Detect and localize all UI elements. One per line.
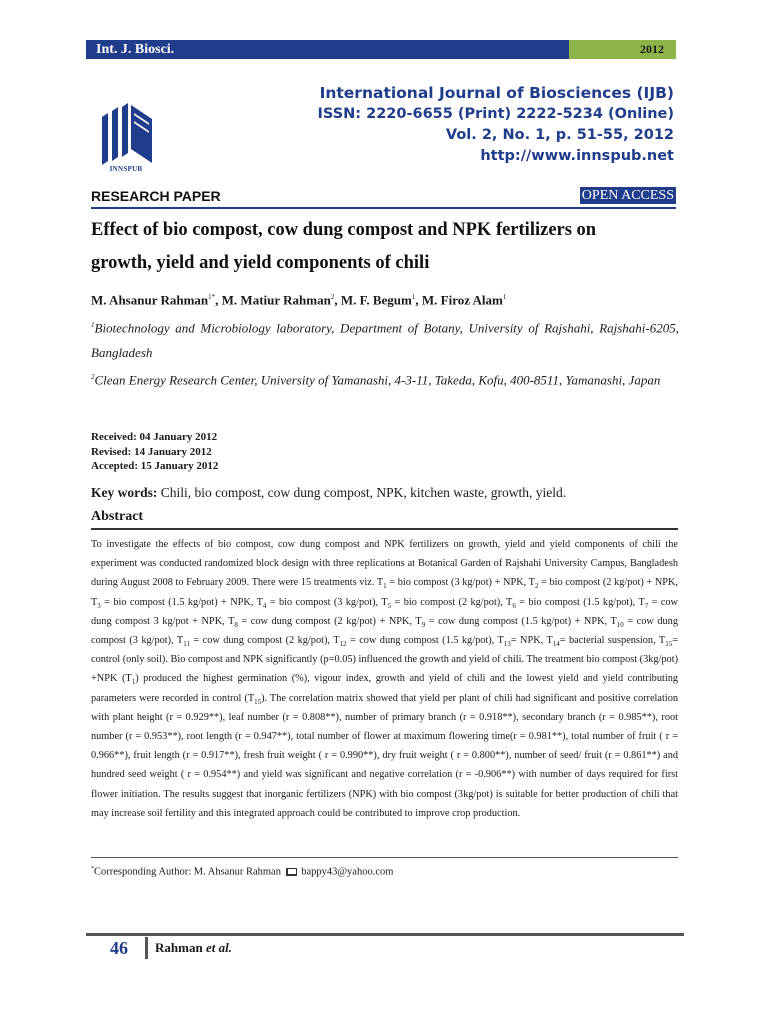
author-separator: , (334, 292, 341, 308)
affiliation-text: Biotechnology and Microbiology laboratory, Department of Botany, University of Rajshahi, Rajshahi-6205, Bangladesh (91, 320, 679, 361)
abstract-bottom-divider (91, 857, 678, 858)
abstract-text: = bio compost (2 kg/pot) + NPK, T (91, 577, 678, 608)
abstract-text: = bio compost (1.5 kg/pot), T (515, 596, 645, 608)
treatment-subscript: 1 (131, 678, 136, 687)
envelope-icon (286, 868, 297, 876)
treatment-subscript: 13 (503, 640, 511, 649)
journal-abbrev: Int. J. Biosci. (86, 40, 569, 59)
corresponding-mark: * (91, 866, 94, 872)
abstract-text: = cow dung compost (1.5 kg/pot) + NPK, T (425, 615, 617, 627)
treatment-subscript: 12 (339, 640, 347, 649)
abstract-text: = cow dung compost (1.5 kg/pot), T (346, 635, 504, 647)
running-header (86, 40, 676, 59)
author-separator: , (215, 292, 222, 308)
abstract-text: = bacterial suspension, T (559, 635, 666, 647)
treatment-subscript: 8 (234, 620, 238, 629)
affiliation-mark: 1 (91, 321, 95, 329)
abstract-text: = cow dung compost (2 kg/pot), T (189, 635, 340, 647)
treatment-subscript: 7 (644, 601, 649, 610)
affiliation-1 (91, 313, 679, 365)
treatment-subscript: 4 (262, 601, 267, 610)
author-affil-mark: 2 (330, 293, 335, 301)
corresponding-email[interactable]: bappy43@yahoo.com (301, 866, 394, 878)
abstract-text: = bio compost (1.5 kg/pot) + NPK, T (100, 596, 263, 608)
article-dates (91, 430, 218, 474)
abstract-text: = cow dung compost (2 kg/pot) + NPK, T (237, 615, 422, 627)
footer-author (155, 938, 232, 958)
author-list (91, 288, 506, 309)
article-type: RESEARCH PAPER (91, 188, 221, 204)
author-separator: , (415, 292, 422, 308)
received-date: Received: 04 January 2012 (91, 431, 218, 443)
author-name: M. F. Begum (340, 292, 412, 308)
abstract-text: = NPK, T (510, 635, 553, 647)
treatment-subscript: 2 (534, 582, 539, 591)
logo-book-spine-1 (102, 113, 108, 165)
paper-title-line-2: growth, yield and yield components of chili (91, 253, 430, 273)
treatment-subscript: 3 (97, 601, 101, 610)
keywords (91, 484, 566, 502)
affiliation-2 (91, 365, 679, 392)
treatment-subscript: 15 (254, 697, 262, 706)
paper-title-line-1: Effect of bio compost, cow dung compost and NPK fertilizers on (91, 220, 597, 240)
treatment-subscript: 11 (183, 640, 190, 649)
logo-book-spine-3 (122, 103, 128, 157)
logo-book-spine-2 (112, 107, 118, 161)
journal-issn: ISSN: 2220-6655 (Print) 2222-5234 (Online) (317, 106, 674, 122)
page-number: 46 (110, 938, 128, 958)
paper-title (91, 214, 681, 280)
journal-info (318, 82, 674, 167)
corresponding-label: Corresponding Author: M. Ahsanur Rahman (94, 866, 281, 878)
author-name: M. Firoz Alam (421, 292, 503, 308)
keywords-text: Chili, bio compost, cow dung compost, NPK, kitchen waste, growth, yield. (160, 485, 567, 500)
footer-author-name: Rahman (155, 940, 203, 955)
logo-caption: INNSPUB (109, 165, 143, 173)
keywords-label: Key words: (91, 485, 158, 500)
author-affil-mark: 1 (411, 293, 416, 301)
header-year: 2012 (569, 40, 676, 59)
journal-volume: Vol. 2, No. 1, p. 51-55, 2012 (445, 127, 674, 143)
abstract-text: = cow dung compost 3 kg/pot + NPK, T (91, 596, 678, 627)
footer-divider (86, 933, 684, 936)
treatment-subscript: 15 (665, 640, 673, 649)
footer-etal: et al. (205, 940, 232, 955)
abstract-text: To investigate the effects of bio compost, cow dung compost and NPK fertilizers on growth, yield and yield components of chili the experiment was conducted randomized block design with three replications at Botanical Garden of Rajshahi University Campus, Bangladesh during August 2008 to February 2009. There were 15 treatments viz. T (91, 539, 678, 589)
revised-date: Revised: 14 January 2012 (91, 445, 212, 458)
treatment-subscript: 6 (512, 601, 516, 610)
treatment-subscript: 10 (616, 620, 624, 629)
accepted-date: Accepted: 15 January 2012 (91, 460, 219, 472)
author-name: M. Ahsanur Rahman (91, 292, 209, 308)
author-affil-mark: 1 (502, 293, 507, 301)
abstract-text: = cow dung compost (3 kg/pot), T (91, 615, 678, 647)
journal-url[interactable]: http://www.innspub.net (480, 148, 674, 164)
abstract-divider (91, 528, 678, 530)
abstract-text: ). The correlation matrix showed that yield per plant of chili had significant and positive correlation with plant height (r = 0.929**), leaf number (r = 0.808**), number of primary branch (r = 0.918**), secondary branch (r = 0.985**), root number (r = 0.953**), root length (r = 0.947**), total number of flower at maximum flowering time(r = 0.981**), total number of fruit ( r = 0.966**), fruit length (r = 0.917**), fresh fruit weight ( r = 0.990**), dry fruit weight ( r = 0.800**), number of seed/ fruit (r = 0.861**) and hundred seed weight ( r = 0.954**) and yield was significant and negative correlation (r = -0.906**) with number of days required for first flower initiation. The results suggest that inorganic fertilizers (NPK) with bio compost (3kg/pot) is suitable for better production of chili that may increase soil fertility and this integrated approach could be contributed to improve crop production. (91, 692, 678, 819)
treatment-subscript: 9 (421, 620, 426, 629)
abstract-heading: Abstract (91, 509, 144, 524)
abstract-text: = bio compost (2 kg/pot), T (391, 596, 513, 608)
article-type-row (91, 186, 676, 206)
treatment-subscript: 1 (383, 582, 387, 591)
open-access-badge: OPEN ACCESS (581, 188, 674, 203)
abstract-text: = bio compost (3 kg/pot), T (266, 596, 388, 608)
footer-separator (145, 937, 148, 959)
abstract-body (91, 535, 678, 823)
treatment-subscript: 5 (387, 601, 392, 610)
abstract-text: = control (only soil). Bio compost and NPK significantly (p=0.05) influenced the growth and yield of chili. The treatment bio compost (3kg/pot) +NPK (T (91, 635, 679, 685)
header-divider (91, 207, 676, 209)
treatment-subscript: 14 (552, 640, 560, 649)
affiliation-mark: 2 (91, 373, 95, 381)
affiliation-text: Clean Energy Research Center, University of Yamanashi, 4-3-11, Takeda, Kofu, 400-8511, Yamanashi, Japan (94, 372, 661, 388)
journal-title: International Journal of Biosciences (IJB) (319, 84, 674, 102)
author-affil-mark: 1* (208, 293, 216, 301)
abstract-text: ) produced the highest germination (%), vigour index, growth and yield of chili and the lowest yield and yield contributing parameters were recorded in control (T (91, 673, 678, 704)
abstract-text: = bio compost (3 kg/pot) + NPK, T (386, 577, 535, 589)
corresponding-author (91, 862, 393, 880)
author-name: M. Matiur Rahman (221, 292, 331, 308)
